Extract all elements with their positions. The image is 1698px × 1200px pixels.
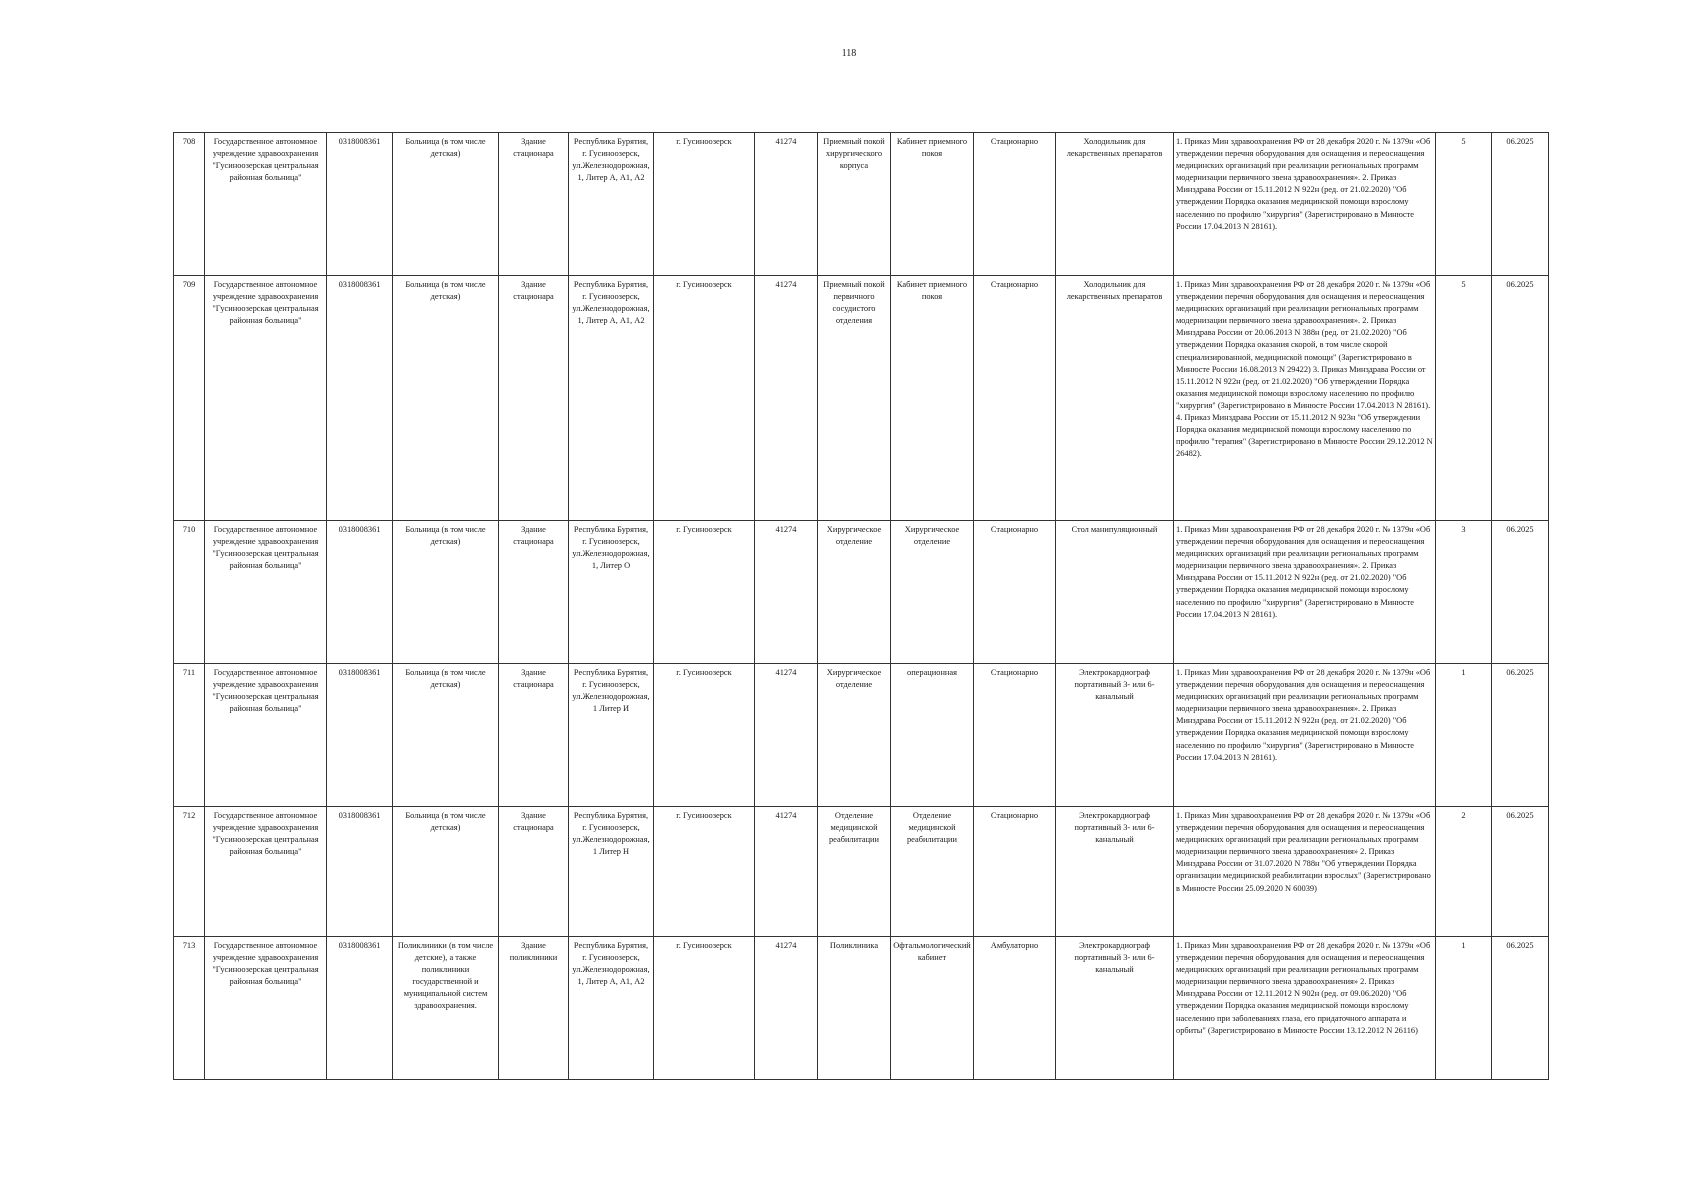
facility-type-cell: Больница (в том числе детская) [393,133,499,276]
inn-cell: 0318008361 [327,521,393,664]
row-number-cell: 708 [174,133,205,276]
care-mode-cell: Стационарно [974,133,1056,276]
facility-type-cell: Поликлиники (в том числе детские), а также поликлиники государственной и муниципальной систем здравоохранения. [393,937,499,1080]
table-row [174,521,1549,664]
regulation-cell: 1. Приказ Мин здравоохранения РФ от 28 декабря 2020 г. № 1379н «Об утверждении перечня оборудования для оснащения и переоснащения медицинских организаций при реализации региональных программ модернизации первичного звена здравоохранения». 2. Приказ Минздрава России от 15.11.2012 N 922н (ред. от 21.02.2020) "Об утверждении Порядка оказания медицинской помощи взрослому населению по профилю "хирургия" (Зарегистрировано в Минюсте России 17.04.2013 N 28161). [1174,521,1436,664]
date-cell: 06.2025 [1492,521,1549,664]
inn-cell: 0318008361 [327,276,393,521]
row-number-cell: 712 [174,807,205,937]
address-cell: Республика Бурятия, г. Гусиноозерск, ул.Железнодорожная, 1 Литер Н [569,807,654,937]
address-cell: Республика Бурятия, г. Гусиноозерск, ул.Железнодорожная, 1 Литер И [569,664,654,807]
okato-code-cell: 41274 [755,937,818,1080]
okato-code-cell: 41274 [755,133,818,276]
quantity-cell: 1 [1436,664,1492,807]
quantity-cell: 5 [1436,276,1492,521]
room-cell: Офтальмологический кабинет [891,937,974,1080]
department-cell: Поликлиника [818,937,891,1080]
care-mode-cell: Стационарно [974,807,1056,937]
equipment-cell: Холодильник для лекарственных препаратов [1056,276,1174,521]
quantity-cell: 1 [1436,937,1492,1080]
room-cell: Кабинет приемного покоя [891,133,974,276]
page-number: 118 [841,48,857,59]
department-cell: Отделение медицинской реабилитации [818,807,891,937]
city-cell: г. Гусиноозерск [654,276,755,521]
inn-cell: 0318008361 [327,937,393,1080]
okato-code-cell: 41274 [755,276,818,521]
table-row [174,937,1549,1080]
table-row [174,133,1549,276]
facility-type-cell: Больница (в том числе детская) [393,807,499,937]
room-cell: Хирургическое отделение [891,521,974,664]
building-cell: Здание стационара [499,807,569,937]
address-cell: Республика Бурятия, г. Гусиноозерск, ул.Железнодорожная, 1, Литер А, А1, А2 [569,937,654,1080]
table-body [174,133,1549,1080]
building-cell: Здание стационара [499,664,569,807]
care-mode-cell: Стационарно [974,276,1056,521]
organization-cell: Государственное автономное учреждение здравоохранения "Гусиноозерская центральная районная больница" [205,807,327,937]
facility-type-cell: Больница (в том числе детская) [393,276,499,521]
table-row [174,276,1549,521]
city-cell: г. Гусиноозерск [654,521,755,664]
address-cell: Республика Бурятия, г. Гусиноозерск, ул.Железнодорожная, 1, Литер А, А1, А2 [569,133,654,276]
quantity-cell: 5 [1436,133,1492,276]
room-cell: операционная [891,664,974,807]
inn-cell: 0318008361 [327,664,393,807]
quantity-cell: 2 [1436,807,1492,937]
date-cell: 06.2025 [1492,664,1549,807]
date-cell: 06.2025 [1492,807,1549,937]
okato-code-cell: 41274 [755,521,818,664]
row-number-cell: 710 [174,521,205,664]
regulation-cell: 1. Приказ Мин здравоохранения РФ от 28 декабря 2020 г. № 1379н «Об утверждении перечня оборудования для оснащения и переоснащения медицинских организаций при реализации региональных программ модернизации первичного звена здравоохранения». 2. Приказ Минздрава России от 20.06.2013 N 388н (ред. от 21.02.2020) "Об утверждении Порядка оказания скорой, в том числе скорой специализированной, медицинской помощи" (Зарегистрировано в Минюсте России 16.08.2013 N 29422) 3. Приказ Минздрава России от 15.11.2012 N 922н (ред. от 21.02.2020) "Об утверждении Порядка оказания медицинской помощи взрослому населению по профилю "хирургия" (Зарегистрировано в Минюсте России 17.04.2013 N 28161). 4. Приказ Минздрава России от 15.11.2012 N 923н "Об утверждении Порядка оказания медицинской помощи взрослому населению по профилю "терапия" (Зарегистрировано в Минюсте России 29.12.2012 N 26482). [1174,276,1436,521]
city-cell: г. Гусиноозерск [654,133,755,276]
row-number-cell: 713 [174,937,205,1080]
room-cell: Кабинет приемного покоя [891,276,974,521]
organization-cell: Государственное автономное учреждение здравоохранения "Гусиноозерская центральная районная больница" [205,937,327,1080]
equipment-cell: Электрокардиограф портативный 3- или 6-канальный [1056,664,1174,807]
city-cell: г. Гусиноозерск [654,807,755,937]
care-mode-cell: Амбулаторно [974,937,1056,1080]
facility-type-cell: Больница (в том числе детская) [393,521,499,664]
regulation-cell: 1. Приказ Мин здравоохранения РФ от 28 декабря 2020 г. № 1379н «Об утверждении перечня оборудования для оснащения и переоснащения медицинских организаций при реализации региональных программ модернизации первичного звена здравоохранения». 2. Приказ Минздрава России от 15.11.2012 N 922н (ред. от 21.02.2020) "Об утверждении Порядка оказания медицинской помощи взрослому населению по профилю "хирургия" (Зарегистрировано в Минюсте России 17.04.2013 N 28161). [1174,133,1436,276]
date-cell: 06.2025 [1492,937,1549,1080]
row-number-cell: 709 [174,276,205,521]
inn-cell: 0318008361 [327,807,393,937]
facility-type-cell: Больница (в том числе детская) [393,664,499,807]
date-cell: 06.2025 [1492,276,1549,521]
inn-cell: 0318008361 [327,133,393,276]
address-cell: Республика Бурятия, г. Гусиноозерск, ул.Железнодорожная, 1, Литер А, А1, А2 [569,276,654,521]
department-cell: Хирургическое отделение [818,521,891,664]
building-cell: Здание поликлиники [499,937,569,1080]
city-cell: г. Гусиноозерск [654,664,755,807]
regulation-cell: 1. Приказ Мин здравоохранения РФ от 28 декабря 2020 г. № 1379н «Об утверждении перечня оборудования для оснащения и переоснащения медицинских организаций при реализации региональных программ модернизации первичного звена здравоохранения» 2. Приказ Минздрава России от 31.07.2020 N 788н "Об утверждении Порядка организации медицинской реабилитации взрослых" (Зарегистрировано в Минюсте России 25.09.2020 N 60039) [1174,807,1436,937]
date-cell: 06.2025 [1492,133,1549,276]
equipment-cell: Электрокардиограф портативный 3- или 6-канальный [1056,807,1174,937]
row-number-cell: 711 [174,664,205,807]
care-mode-cell: Стационарно [974,664,1056,807]
organization-cell: Государственное автономное учреждение здравоохранения "Гусиноозерская центральная районная больница" [205,133,327,276]
care-mode-cell: Стационарно [974,521,1056,664]
organization-cell: Государственное автономное учреждение здравоохранения "Гусиноозерская центральная районная больница" [205,521,327,664]
address-cell: Республика Бурятия, г. Гусиноозерск, ул.Железнодорожная, 1, Литер О [569,521,654,664]
room-cell: Отделение медицинской реабилитации [891,807,974,937]
equipment-table [173,132,1549,1080]
department-cell: Приемный покой хирургического корпуса [818,133,891,276]
regulation-cell: 1. Приказ Мин здравоохранения РФ от 28 декабря 2020 г. № 1379н «Об утверждении перечня оборудования для оснащения и переоснащения медицинских организаций при реализации региональных программ модернизации первичного звена здравоохранения». 2. Приказ Минздрава России от 15.11.2012 N 922н (ред. от 21.02.2020) "Об утверждении Порядка оказания медицинской помощи взрослому населению по профилю "хирургия" (Зарегистрировано в Минюсте России 17.04.2013 N 28161). [1174,664,1436,807]
department-cell: Приемный покой первичного сосудистого отделения [818,276,891,521]
okato-code-cell: 41274 [755,807,818,937]
equipment-cell: Холодильник для лекарственных препаратов [1056,133,1174,276]
table-row [174,664,1549,807]
building-cell: Здание стационара [499,276,569,521]
okato-code-cell: 41274 [755,664,818,807]
table-row [174,807,1549,937]
organization-cell: Государственное автономное учреждение здравоохранения "Гусиноозерская центральная районная больница" [205,276,327,521]
equipment-cell: Электрокардиограф портативный 3- или 6-канальный [1056,937,1174,1080]
city-cell: г. Гусиноозерск [654,937,755,1080]
quantity-cell: 3 [1436,521,1492,664]
department-cell: Хирургическое отделение [818,664,891,807]
regulation-cell: 1. Приказ Мин здравоохранения РФ от 28 декабря 2020 г. № 1379н «Об утверждении перечня оборудования для оснащения и переоснащения медицинских организаций при реализации региональных программ модернизации первичного звена здравоохранения» 2. Приказ Минздрава России от 12.11.2012 N 902н (ред. от 09.06.2020) "Об утверждении Порядка оказания медицинской помощи взрослому населению при заболеваниях глаза, его придаточного аппарата и орбиты" (Зарегистрировано в Минюсте России 13.12.2012 N 26116) [1174,937,1436,1080]
building-cell: Здание стационара [499,133,569,276]
organization-cell: Государственное автономное учреждение здравоохранения "Гусиноозерская центральная районная больница" [205,664,327,807]
building-cell: Здание стационара [499,521,569,664]
equipment-cell: Стол манипуляционный [1056,521,1174,664]
